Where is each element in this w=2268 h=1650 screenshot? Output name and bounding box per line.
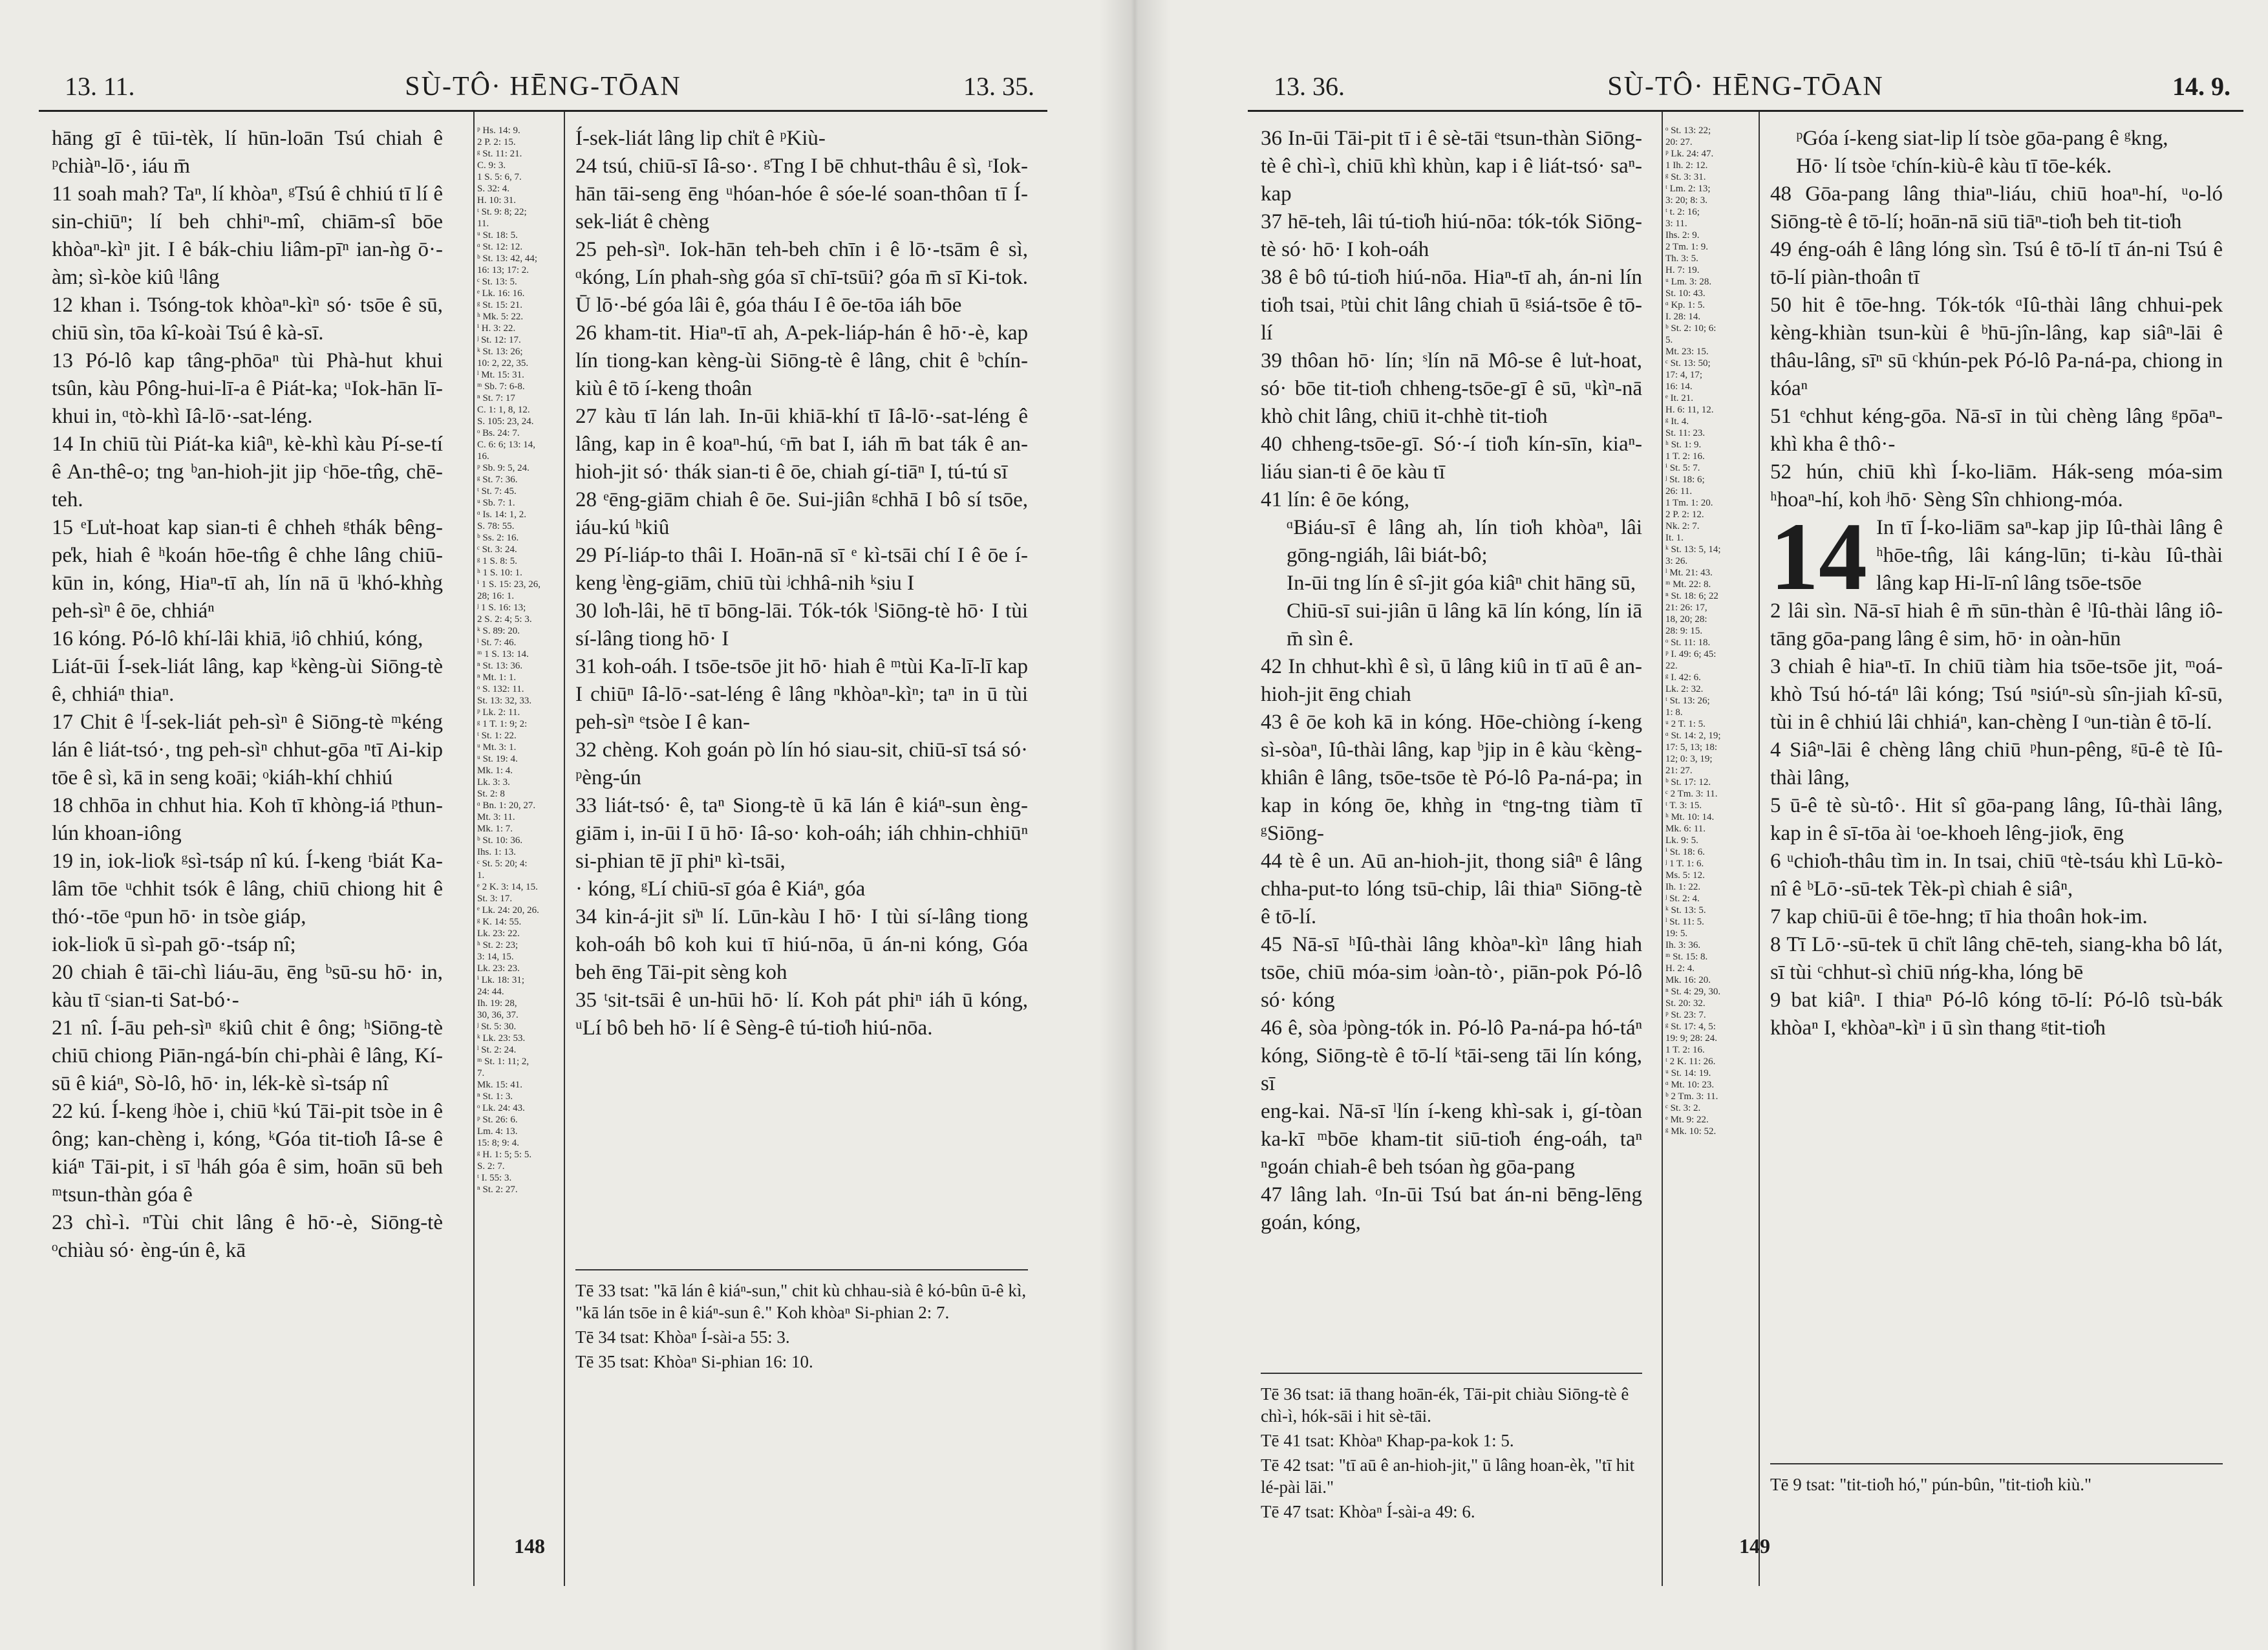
cross-reference: 3: 20; 8: 3. <box>1665 195 1708 206</box>
verse-line: 34 kin-á-jit si̍ⁿ lí. Lūn-kàu I hō· I tùi sí-lâng tiong koh-oáh bô koh kui tī hiú-nōa, ū án-ni kóng, Góa beh ēng Tāi-pit sèng koh <box>575 905 1028 984</box>
cross-reference: Lk. 9: 5. <box>1665 835 1698 846</box>
cross-reference: ⁱ Lk. 18: 31; <box>477 975 525 985</box>
footnote: Tē 34 tsat: Khòaⁿ Í-sài-a 55: 3. <box>575 1327 790 1347</box>
verse-line: 23 chì-ì. ⁿTùi chit lâng ê hō·-è, Siōng-tè ᵒchiàu só· èng-ún ê, kā <box>52 1211 443 1262</box>
cross-reference: 16: 14. <box>1665 381 1693 392</box>
cross-reference: C. 1: 1, 8, 12. <box>477 405 530 415</box>
quote-line: ᵖGóa í-keng siat-lip lí tsòe gōa-pang ê ᵍkng, <box>1796 127 2168 150</box>
cross-reference: 7. <box>477 1068 485 1078</box>
cross-reference: ᵏ St. 13: 5, 14; <box>1665 544 1721 555</box>
verse-line: 6 ᵘchio̍h-thâu tìm in. In tsai, chiū ᵅtè-tsáu khì Lū-kò-nî ê ᵇLō·-sū-tek Tèk-pì chiah ê siâⁿ, <box>1770 850 2223 901</box>
cross-reference: ᵇ St. 2: 10; 6: <box>1665 323 1717 334</box>
cross-reference: ᵒ S. 132: 11. <box>477 684 524 694</box>
cross-reference: It. 1. <box>1665 533 1684 543</box>
verse-line: hāng gī ê tūi-tèk, lí hūn-loān Tsú chiah ê ᵖchiàⁿ-lō·, iáu m̄ <box>52 127 443 178</box>
cross-reference: Nk. 2: 7. <box>1665 521 1700 531</box>
cross-reference: 10: 2, 22, 35. <box>477 358 529 369</box>
page-number: 149 <box>1739 1534 1770 1558</box>
cross-reference: ᵗ Lm. 2: 13; <box>1665 184 1711 194</box>
cross-reference: ᵘ St. 14: 19. <box>1665 1068 1711 1078</box>
verse-line: 40 chheng-tsōe-gī. Só·-í tio̍h kín-sīn, kiaⁿ-liáu sian-ti ê ōe kàu tī <box>1261 433 1642 484</box>
cross-reference: ᵖ St. 23: 7. <box>1665 1010 1706 1020</box>
cross-reference: ᵘ 2 T. 1: 5. <box>1665 719 1706 729</box>
cross-reference: ʲ St. 12: 17. <box>477 335 521 345</box>
verse-line: 49 éng-oáh ê lâng lóng sìn. Tsú ê tō-lí tī án-ni Tsú ê tō-lí piàn-thoân tī <box>1770 238 2223 289</box>
cross-reference: ˡ St. 11: 5. <box>1665 917 1704 927</box>
verse-line: 11 soah mah? Taⁿ, lí khòaⁿ, ᵍTsú ê chhiú tī lí ê sin-chiūⁿ; lí beh chhiⁿ-mî, chiām-sî bōe khòaⁿ-kìⁿ jit. I ê bák-chiu liâm-pīⁿ ian-ǹg ō·-àm; sì-kòe kiû ˡlâng <box>52 182 443 289</box>
cross-reference: ⁱ St. 18: 6. <box>1665 847 1705 857</box>
cross-reference: 19: 5. <box>1665 928 1688 939</box>
header-verse-end: 13. 35. <box>963 72 1034 101</box>
right-footnotes <box>1261 1373 1642 1532</box>
cross-reference: ᵗ St. 13: 26; <box>1665 696 1710 706</box>
cross-reference: ᵇ Ss. 2: 16. <box>477 533 519 543</box>
verse-line: 50 hit ê tōe-hng. Tók-tók ᵅIû-thài lâng chhui-pek kèng-khiàn tsun-kùi ê ᵇhū-jîn-lâng, kap siâⁿ-lāi ê thâu-lâng, sīⁿ sū ᶜkhún-pek Pó-lô Pa-ná-pa, chiong in kóaⁿ <box>1770 294 2223 400</box>
cross-reference: ⁿ Mt. 1: 1. <box>477 672 517 683</box>
chapter-opening <box>1770 503 2223 610</box>
cross-reference: ᵏ St. 13: 5. <box>1665 905 1706 916</box>
right-page <box>1248 52 2243 1629</box>
cross-reference: ᵗ 2 K. 11: 26. <box>1665 1056 1716 1067</box>
cross-reference: Ihs. 1: 13. <box>477 847 516 857</box>
verse-line: 42 In chhut-khì ê sì, ū lâng kiû in tī aū ê an-hioh-jit ēng chiah <box>1261 655 1642 706</box>
cross-reference: ᵉ Lk. 16: 16. <box>477 288 525 299</box>
cross-reference: ᵗ I. 55: 3. <box>477 1173 512 1183</box>
header-title: SÙ-TÔ· HĒNG-TŌAN <box>1607 72 1884 102</box>
cross-reference: ⁱ St. 5: 7. <box>1665 463 1700 473</box>
cross-reference: Mk. 6: 11. <box>1665 824 1706 834</box>
header-title: SÙ-TÔ· HĒNG-TŌAN <box>405 72 681 102</box>
cross-reference: ᵐ Sb. 7: 6-8. <box>477 381 525 392</box>
cross-reference: Lk. 23: 23. <box>477 963 520 974</box>
cross-reference: ᵘ St. 19: 4. <box>477 754 518 764</box>
cross-reference: S. 32: 4. <box>477 184 510 194</box>
cross-reference: ᵗ St. 9: 8; 22; <box>477 207 527 217</box>
verse-line: 15 ᵉLu̍t-hoat kap sian-ti ê chheh ᵍthák bêng-pe̍k, hiah ê ʰkoán hōe-tn̂g ê chhe lâng chiū-kūn in, kóng, Hiaⁿ-tī ah, lín nā ū ˡkhó-khǹg peh-sìⁿ ê ōe, chhiáⁿ <box>52 516 443 623</box>
cross-reference: 22. <box>1665 661 1678 671</box>
cross-reference: ᵅ Kp. 1: 5. <box>1665 300 1705 310</box>
cross-reference: ᵒ St. 11: 18. <box>1665 638 1711 648</box>
verse-line: 18 chhōa in chhut hia. Koh tī khòng-iá ᵖthun-lún khoan-iông <box>52 794 443 845</box>
verse-line: 45 Nā-sī ʰIû-thài lâng khòaⁿ-kìⁿ lâng hiah tsōe, chiū móa-sim ʲoàn-tò·, piān-pok Pó-lô só· kóng <box>1261 933 1642 1012</box>
cross-reference: ʲ St. 2: 4. <box>1665 894 1700 904</box>
cross-reference: ʰ Mt. 10: 14. <box>1665 812 1715 822</box>
cross-reference: ᵒ St. 13: 22; <box>1665 125 1711 136</box>
cross-reference: St. 13: 32, 33. <box>477 696 532 706</box>
cross-reference: ᵉ Lk. 24: 20, 26. <box>477 905 539 916</box>
cross-reference: 17: 4, 17; <box>1665 370 1703 380</box>
left-page-header <box>39 52 1047 112</box>
cross-reference: ᵅ St. 12: 12. <box>477 242 523 252</box>
cross-reference: Mt. 23: 15. <box>1665 347 1709 357</box>
cross-reference: ᵘ Sb. 7: 1. <box>477 498 515 508</box>
cross-reference: ᵖ Lk. 2: 11. <box>477 707 520 718</box>
cross-reference: 1 T. 2: 16. <box>1665 451 1705 462</box>
cross-reference: ⁱ H. 3: 22. <box>477 323 516 334</box>
cross-reference: ˡ St. 7: 46. <box>477 638 517 648</box>
cross-reference: ᵍ St. 3: 31. <box>1665 172 1706 182</box>
left-footnotes <box>575 1269 1028 1525</box>
cross-reference: ᶜ St. 3: 24. <box>477 544 517 555</box>
right-page-header <box>1248 52 2243 112</box>
cross-reference: ᵍ St. 15: 21. <box>477 300 522 310</box>
verse-line: In tī Í-ko-liām saⁿ-kap jip Iû-thài lâng ê ʰhōe-tn̂g, lâi káng-lūn; ti-kàu Iû-thài lâng kap Hi-lī-nî lâng tsōe-tsōe <box>1876 516 2223 595</box>
cross-reference: ⁿ St. 18: 6; 22 <box>1665 591 1718 601</box>
cross-reference: ᵐ 1 S. 13: 14. <box>477 649 529 659</box>
cross-reference: 12; 0: 3, 19; <box>1665 754 1713 764</box>
page-gutter-shadow <box>1099 0 1170 1650</box>
cross-reference: ᵅ Mt. 10: 23. <box>1665 1080 1715 1090</box>
header-verse-end: 14. 9. <box>2172 72 2231 101</box>
cross-reference: ᶜ St. 13: 5. <box>477 277 517 287</box>
verse-line: 2 lâi sìn. Nā-sī hiah ê m̄ sūn-thàn ê ˡIû-thài lâng iô-tāng gōa-pang lâng ê sim, hō· in oàn-hūn <box>1770 599 2223 650</box>
cross-reference: ᵇ St. 10: 36. <box>477 835 523 846</box>
cross-reference: ᵍ St. 17: 4, 5: <box>1665 1022 1716 1032</box>
cross-reference: 28; 16: 1. <box>477 591 515 601</box>
cross-reference: ᵗ St. 7: 45. <box>477 486 517 497</box>
cross-reference: ⁱ 1 S. 15: 23, 26, <box>477 579 541 590</box>
cross-reference: St. 2: 8 <box>477 789 505 799</box>
verse-line: 39 thôan hō· lín; ˢlín nā Mô-se ê lu̍t-hoat, só· bōe tit-tio̍h chheng-tsōe-gī ê sū, ᵘkìⁿ-nā khò chit lâng, chiū it-chhè tit-tio̍h <box>1261 349 1642 428</box>
cross-reference: ᵖ I. 49: 6; 45: <box>1665 649 1717 659</box>
quote-line: Chiū-sī sui-jiân ū lâng kā lín kóng, lín iā m̄ sìn ê. <box>1287 599 1642 650</box>
cross-reference: 19: 9; 28: 24. <box>1665 1033 1718 1044</box>
cross-reference: 1 Tm. 1: 20. <box>1665 498 1713 508</box>
verse-line: 9 bat kiâⁿ. I thiaⁿ Pó-lô kóng tō-lí: Pó-lô tsù-bák khòaⁿ I, ᵉkhòaⁿ-kìⁿ i ū sìn thang ᵍtit-tio̍h <box>1770 989 2223 1040</box>
cross-reference: 30, 36, 37. <box>477 1010 519 1020</box>
chapter-number-dropcap: 14 <box>1770 503 1867 610</box>
cross-reference: S. 78: 55. <box>477 521 515 531</box>
cross-reference: 21: 27. <box>1665 766 1693 776</box>
cross-reference: Lk. 23: 22. <box>477 928 520 939</box>
cross-reference: ᵍ 1 S. 8: 5. <box>477 556 518 566</box>
cross-reference: 1: 8. <box>1665 707 1683 718</box>
verse-line: eng-kai. Nā-sī ˡlín í-keng khì-sak i, gí-tòan ka-kī ᵐbōe kham-tit siū-tio̍h éng-oáh, taⁿ ⁿgoán chiah-ê beh tsóan ǹg gōa-pang <box>1261 1100 1642 1179</box>
cross-reference: Ihs. 2: 9. <box>1665 230 1700 241</box>
cross-reference: ⁿ St. 7: 17 <box>477 393 515 403</box>
verse-line: iok-lio̍k ū sì-pah gō·-tsáp nî; <box>52 933 296 956</box>
footnote: Tē 9 tsat: "tit-tio̍h hó," pún-bûn, "tit-tio̍h kiù." <box>1770 1475 2092 1494</box>
cross-reference: 28: 9: 15. <box>1665 626 1703 636</box>
verse-line: 25 peh-sìⁿ. Iok-hān teh-beh chīn i ê lō·-tsām ê sì, ᵅkóng, Lín phah-sǹg góa sī chī-tsūi? góa m̄ sī Ki-tok. Ū lō·-bé góa lâi ê, góa tháu I ê ōe-tōa iáh bōe <box>575 238 1028 317</box>
cross-reference: ᵅ Is. 14: 1, 2. <box>477 509 526 520</box>
cross-reference: ᵍ I. 42: 6. <box>1665 672 1701 683</box>
cross-reference: ᵖ St. 26: 6. <box>477 1115 518 1125</box>
verse-line: 27 kàu tī lán lah. In-ūi khiā-khí tī Iâ-lō·-sat-léng ê lâng, kap in ê koaⁿ-hú, ᶜm̄ bat I, iáh m̄ bat ták ê an-hioh-jit só· thák sian-ti ê ōe, chiah gí-tiāⁿ I, tú-tú sī <box>575 405 1028 484</box>
cross-reference: ᵇ 2 Tm. 3: 11. <box>1665 1091 1718 1102</box>
cross-reference: ᵐ St. 15: 8. <box>1665 952 1708 962</box>
verse-line: 21 nî. Í-āu peh-sìⁿ ᵍkiû chit ê ông; ʰSiōng-tè chiū chiong Piān-ngá-bín chi-phài ê lâng, Kí-sū ê kiáⁿ, Sò-lô, hō· in, lék-kè sì-tsáp nî <box>52 1016 443 1095</box>
verse-line: 14 In chiū tùi Piát-ka kiâⁿ, kè-khì kàu Pí-se-tí ê An-thê-o; tng ᵇan-hioh-jit jip ᶜhōe-tn̂g, chē-teh. <box>52 433 443 511</box>
cross-reference: Ih. 19: 28, <box>477 998 517 1009</box>
cross-reference: ʲ St. 18: 6; <box>1665 475 1705 485</box>
cross-reference: St. 10: 43. <box>1665 288 1706 299</box>
cross-reference: ᵅ Bn. 1: 20, 27. <box>477 800 536 811</box>
cross-reference: ᵘ Lm. 3: 28. <box>1665 277 1712 287</box>
cross-reference: ᵖ Hs. 14: 9. <box>477 125 520 136</box>
cross-reference: ᵖ Sb. 9: 5, 24. <box>477 463 530 473</box>
verse-line: 35 ᵗsit-tsāi ê un-hūi hō· lí. Koh pát phiⁿ iáh ū kóng, ᵘLí bô beh hō· lí ê Sèng-ê tú-tio̍h hiú-nōa. <box>575 989 1028 1040</box>
cross-reference: Ms. 5: 12. <box>1665 870 1705 881</box>
left-page-columns <box>39 112 1047 1586</box>
cross-reference: ᵗ t. 2: 16; <box>1665 207 1700 217</box>
quote-line: Hō· lí tsòe ʳchín-kiù-ê kàu tī tōe-kék. <box>1796 155 2112 178</box>
cross-reference: 2 P. 2: 12. <box>1665 509 1704 520</box>
cross-reference: St. 3: 17. <box>477 894 513 904</box>
cross-reference: Th. 3: 5. <box>1665 253 1698 264</box>
verse-line: 30 lo̍h-lâi, hē tī bōng-lāi. Tók-tók ˡSiōng-tè hō· I tùi sí-lâng tiong hō· I <box>575 599 1028 650</box>
cross-reference: 2 P. 2: 15. <box>477 137 516 147</box>
cross-reference: ᵐ St. 1: 11; 2, <box>477 1056 530 1067</box>
cross-reference: 1 Ih. 2: 12. <box>1665 160 1708 171</box>
footnote: Tē 42 tsat: "tī aū ê an-hioh-jit," ū lâng hoan-èk, "tī hit lé-pài lāi." <box>1261 1455 1635 1497</box>
column-rule <box>473 112 475 1586</box>
cross-reference: ᵖ Lk. 24: 47. <box>1665 149 1714 159</box>
cross-reference: S. 2: 7. <box>477 1161 505 1172</box>
cross-reference: ʲ 1 T. 1: 6. <box>1665 859 1704 869</box>
cross-reference: ᵗ T. 3: 15. <box>1665 800 1702 811</box>
cross-reference: Lm. 4: 13. <box>477 1126 518 1137</box>
cross-reference: 5. <box>1665 335 1673 345</box>
cross-reference: Mk. 1: 7. <box>477 824 513 834</box>
cross-reference: ᵏ S. 89: 20. <box>477 626 520 636</box>
verse-line: 48 Gōa-pang lâng thiaⁿ-liáu, chiū hoaⁿ-hí, ᵘo-ló Siōng-tè ê tō-lí; hoān-nā siū tiāⁿ-tio̍h beh tit-tio̍h <box>1770 182 2223 233</box>
cross-reference: ᵉ Mt. 9: 22. <box>1665 1115 1709 1125</box>
right-cross-references-1 <box>1665 125 1756 1515</box>
footnote: Tē 36 tsat: iā thang hoān-ék, Tāi-pit chiàu Siōng-tè ê chì-ì, hók-sāi i hit sè-tāi. <box>1261 1384 1629 1426</box>
cross-reference: ᶜ St. 5: 20; 4: <box>477 859 528 869</box>
cross-reference: Mk. 16: 20. <box>1665 975 1711 985</box>
verse-line: 37 hē-teh, lâi tú-tio̍h hiú-nōa: tók-tók Siōng-tè só· hō· I koh-oáh <box>1261 210 1642 261</box>
verse-line: 4 Siâⁿ-lāi ê chèng lâng chiū ᵖhun-pêng, ᵍū-ê tè Iû-thài lâng, <box>1770 738 2223 789</box>
footnote: Tē 33 tsat: "kā lán ê kiáⁿ-sun," chit kù chhau-sià ê kó-bûn ū-ê kì, "kā lán tsōe in ê kiáⁿ-sun ê." Koh khòaⁿ Si-phian 2: 7. <box>575 1281 1027 1322</box>
verse-line: 41 lín: ê ōe kóng, <box>1261 488 1410 511</box>
cross-reference: 18, 20; 28: <box>1665 614 1707 625</box>
verse-line: 8 Tī Lō·-sū-tek ū chi̍t lâng chē-teh, siang-kha bô lát, sī tùi ᶜchhut-sì chiū nńg-kha, lóng bē <box>1770 933 2223 984</box>
header-verse-start: 13. 36. <box>1274 72 1345 101</box>
right-footnotes-2 <box>1770 1463 2223 1532</box>
verse-line: 20 chiah ê tāi-chì liáu-āu, ēng ᵇsū-su hō· in, kàu tī ᶜsian-ti Sat-bó·- <box>52 961 443 1012</box>
cross-reference: 1 T. 2: 16. <box>1665 1045 1705 1055</box>
cross-reference: ᵉ It. 21. <box>1665 393 1694 403</box>
header-verse-start: 13. 11. <box>65 72 135 101</box>
cross-reference: Ih. 3: 36. <box>1665 940 1701 950</box>
cross-reference: ᵏ Lk. 23: 53. <box>477 1033 526 1044</box>
cross-reference: Lk. 2: 32. <box>1665 684 1704 694</box>
page-number: 148 <box>514 1534 545 1558</box>
cross-reference: Mk. 1: 4. <box>477 766 513 776</box>
verse-line: 19 in, iok-lio̍k ᵍsì-tsáp nî kú. Í-keng ʳbiát Ka-lâm tōe ᵘchhit tsók ê lâng, chiū chiong hit ê thó·-tōe ᵅpun hō· in tsòe giáp, <box>52 850 443 928</box>
cross-reference: ᵉ 2 K. 3: 14, 15. <box>477 882 538 892</box>
cross-reference: ᵗ St. 1: 22. <box>477 731 517 741</box>
verse-line: 17 Chit ê ˡÍ-sek-liát peh-sìⁿ ê Siōng-tè ᵐkéng lán ê liát-tsó·, tng peh-sìⁿ chhut-gōa ⁿtī Ai-kip tōe ê sì, kā in seng koāi; ᵒkiáh-khí chhiú <box>52 711 443 789</box>
cross-reference: 15: 8; 9: 4. <box>477 1138 520 1148</box>
cross-reference: ᵘ St. 18: 5. <box>477 230 518 241</box>
verse-line: 46 ê, sòa ʲpòng-tók in. Pó-lô Pa-ná-pa hó-táⁿ kóng, Siōng-tè ê tō-lí ᵏtāi-seng tāi lín kóng, sī <box>1261 1016 1642 1095</box>
quote-line: ᵅBiáu-sī ê lâng ah, lín tio̍h khòaⁿ, lâi gōng-ngiáh, lâi biát-bô; <box>1287 516 1642 567</box>
cross-reference: ᵒ Bs. 24: 7. <box>477 428 520 438</box>
verse-line: 51 ᵉchhut kéng-gōa. Nā-sī in tùi chèng lâng ᵍpōaⁿ-khì kha ê thô·- <box>1770 405 2223 456</box>
cross-reference: C. 6: 6; 13: 14, <box>477 440 536 450</box>
cross-reference: ʲ St. 5: 30. <box>477 1022 517 1032</box>
cross-reference: St. 20: 32. <box>1665 998 1706 1009</box>
cross-reference: ˡ St. 2: 24. <box>477 1045 517 1055</box>
verse-line: 5 ū-ê tè sù-tô·. Hit sî gōa-pang lâng, Iû-thài lâng, kap in ê sī-tōa ài ᵗoe-khoeh lêng-jio̍k, ēng <box>1770 794 2223 845</box>
cross-reference: ᵒ Lk. 24: 43. <box>477 1103 525 1113</box>
verse-line: Í-sek-liát lâng lip chi̍t ê ᵖKiù- <box>575 127 826 150</box>
cross-reference: S. 105: 23, 24. <box>477 416 534 427</box>
verse-line: 28 ᵉēng-giām chiah ê ōe. Sui-jiân ᵍchhā I bô sí tsōe, iáu-kú ʰkiû <box>575 488 1028 539</box>
verse-line: Liát-ūi Í-sek-liát lâng, kap ᵏkèng-ùi Siōng-tè ê, chhiáⁿ thiaⁿ. <box>52 655 443 706</box>
verse-line: 31 koh-oáh. I tsōe-tsōe jit hō· hiah ê ᵐtùi Ka-lī-lī kap I chiūⁿ Iâ-lō·-sat-léng ê lâng ⁿkhòaⁿ-kìⁿ; taⁿ in ū tùi peh-sìⁿ ᵉtsòe I ê kan- <box>575 655 1028 734</box>
cross-reference: H. 7: 19. <box>1665 265 1700 275</box>
cross-reference: 20: 27. <box>1665 137 1693 147</box>
cross-reference: Mk. 15: 41. <box>477 1080 523 1090</box>
cross-reference: ⁿ St. 1: 3. <box>477 1091 513 1102</box>
cross-reference: 26: 11. <box>1665 486 1693 497</box>
cross-reference: 1. <box>477 870 485 881</box>
cross-reference: ᵅ St. 14: 2, 19; <box>1665 731 1721 741</box>
right-page-columns <box>1248 112 2243 1586</box>
verse-line: 12 khan i. Tsóng-tok khòaⁿ-kìⁿ só· tsōe ê sū, chiū sìn, tōa kî-koài Tsú ê kà-sī. <box>52 294 443 345</box>
cross-reference: H. 10: 31. <box>477 195 516 206</box>
cross-reference: ʰ Mk. 5: 22. <box>477 312 524 322</box>
cross-reference: ᵍ H. 1: 5; 5: 5. <box>477 1150 532 1160</box>
cross-reference: 16. <box>477 451 489 462</box>
column-rule <box>564 112 565 1586</box>
cross-reference: 16: 13; 17: 2. <box>477 265 530 275</box>
cross-reference: ᶜ St. 13: 50; <box>1665 358 1711 369</box>
verse-line: 7 kap chiū-ūi ê tōe-hng; tī hia thoân hok-im. <box>1770 905 2148 928</box>
quote-line: In-ūi tng lín ê sî-jit góa kiâⁿ chit hāng sū, <box>1287 572 1636 595</box>
verse-line: 26 kham-tit. Hiaⁿ-tī ah, A-pek-liáp-hán ê hō·-è, kap lín tiong-kan kèng-ùi Siōng-tè ê lâng, chit ê ᵇchín-kiù ê tō í-keng thoân <box>575 321 1028 400</box>
cross-reference: ᵏ St. 13: 26; <box>477 347 523 357</box>
cross-reference: ᵍ 1 T. 1: 9; 2: <box>477 719 528 729</box>
cross-reference: 24: 44. <box>477 987 504 997</box>
verse-line: 22 kú. Í-keng ʲhòe i, chiū ᵏkú Tāi-pit tsòe in ê ông; kan-chèng i, kóng, ᵏGóa tit-tio̍h Iâ-se ê kiáⁿ Tāi-pit, i sī ˡháh góa ê sim, hoān sū beh ᵐtsun-thàn góa ê <box>52 1100 443 1206</box>
column-rule <box>1662 112 1663 1586</box>
verse-line: 33 liát-tsó· ê, taⁿ Siong-tè ū kā lán ê kiáⁿ-sun èng-giām i, in-ūi I ū hō· Iâ-so· koh-oáh; iáh chhin-chhiūⁿ si-phian tē jī phiⁿ kì-tsāi, <box>575 794 1028 873</box>
cross-reference: ⁿ St. 4: 29, 30. <box>1665 987 1721 997</box>
cross-reference: ᵍ St. 11: 21. <box>477 149 522 159</box>
cross-reference: ᵐ Mt. 22: 8. <box>1665 579 1711 590</box>
cross-reference: 21: 26: 17, <box>1665 603 1707 613</box>
verse-line: 13 Pó-lô kap tâng-phōaⁿ tùi Phà-hut khui tsûn, kàu Pông-hui-lī-a ê Piát-ka; ᵘIok-hān lī-khui in, ᵅtò-khì Iâ-lō·-sat-léng. <box>52 349 443 428</box>
verse-line: 43 ê ōe koh kā in kóng. Hōe-chiòng í-keng sì-sòaⁿ, Iû-thài lâng, kap ᵇjip in ê kàu ᶜkèng-khiân ê lâng, tsōe-tsōe tè Pó-lô Pa-ná-pa; in kap in kóng ōe, khǹg in ᵉtng-tng tiàm tī ᵍSiōng- <box>1261 711 1642 845</box>
verse-line: 38 ê bô tú-tio̍h hiú-nōa. Hiaⁿ-tī ah, án-ni lín tio̍h tsai, ᵖtùi chit lâng chiah ū ᵍsiá-tsōe ê tō-lí <box>1261 266 1642 345</box>
cross-reference: ˡ Mt. 15: 31. <box>477 370 524 380</box>
cross-reference: I. 28: 14. <box>1665 312 1701 322</box>
cross-reference: Ih. 1: 22. <box>1665 882 1701 892</box>
cross-reference: ᶜ St. 3: 2. <box>1665 1103 1701 1113</box>
footnote: Tē 47 tsat: Khòaⁿ Í-sài-a 49: 6. <box>1261 1502 1475 1521</box>
cross-reference: Lk. 3: 3. <box>477 777 510 788</box>
verse-line: 44 tè ê un. Aū an-hioh-jit, thong siâⁿ ê lâng chha-put-to lóng tsū-chip, lâi thiaⁿ Siōng-tè ê tō-lí. <box>1261 850 1642 928</box>
cross-reference: 3: 26. <box>1665 556 1688 566</box>
cross-reference: ᵍ K. 14: 55. <box>477 917 522 927</box>
verse-line: 47 lâng lah. ᵒIn-ūi Tsú bat án-ni bēng-lēng goán, kóng, <box>1261 1183 1642 1234</box>
cross-reference: ᵘ Mt. 3: 1. <box>477 742 517 753</box>
cross-reference: 1 S. 5: 6, 7. <box>477 172 522 182</box>
cross-reference: ᶜ 2 Tm. 3: 11. <box>1665 789 1718 799</box>
cross-reference: 2 Tm. 1: 9. <box>1665 242 1708 252</box>
cross-reference: H. 6: 11, 12. <box>1665 405 1714 415</box>
left-cross-references-1 <box>477 125 561 1515</box>
left-page <box>39 52 1047 1629</box>
cross-reference: 3: 11. <box>1665 219 1687 229</box>
cross-reference: 3: 14, 15. <box>477 952 514 962</box>
cross-reference: ⁿ St. 13: 36. <box>477 661 523 671</box>
verse-line: 32 chèng. Koh goán pò lín hó siau-sit, chiū-sī tsá só· ᵖèng-ún <box>575 738 1028 789</box>
cross-reference: ᵍ It. 4. <box>1665 416 1689 427</box>
footnote: Tē 35 tsat: Khòaⁿ Si-phian 16: 10. <box>575 1352 813 1371</box>
cross-reference: ᵇ St. 13: 42, 44; <box>477 253 537 264</box>
cross-reference: ᵍ St. 7: 36. <box>477 475 518 485</box>
verse-line: 16 kóng. Pó-lô khí-lâi khiā, ʲiô chhiú, kóng, <box>52 627 423 650</box>
cross-reference: ᵍ Mk. 10: 52. <box>1665 1126 1717 1137</box>
cross-reference: ʰ 1 S. 10: 1. <box>477 568 522 578</box>
verse-line: 29 Pí-liáp-to thâi I. Hoān-nā sī ᵉ kì-tsāi chí I ê ōe í-keng ˡèng-giām, chiū tùi ʲchhâ-nih ᵏsiu I <box>575 544 1028 595</box>
verse-line: 24 tsú, chiū-sī Iâ-so·. ᵍTng I bē chhut-thâu ê sì, ʳIok-hān tāi-seng ēng ᵘhóan-hóe ê sóe-lé soan-thôan tī Í-sek-liát ê chèng <box>575 155 1028 233</box>
left-text-column-1 <box>52 125 443 1515</box>
cross-reference: ⁿ St. 2: 27. <box>477 1184 518 1195</box>
cross-reference: ᵇ St. 17: 12. <box>1665 777 1711 788</box>
cross-reference: C. 9: 3. <box>477 160 506 171</box>
cross-reference: 11. <box>477 219 489 229</box>
cross-reference: 17: 5, 13; 18: <box>1665 742 1718 753</box>
cross-reference: St. 11: 23. <box>1665 428 1706 438</box>
footnote: Tē 41 tsat: Khòaⁿ Khap-pa-kok 1: 5. <box>1261 1431 1514 1450</box>
cross-reference: ˡ Mt. 21: 43. <box>1665 568 1713 578</box>
cross-reference: Mt. 3: 11. <box>477 812 515 822</box>
left-text-column-2 <box>575 125 1028 1237</box>
cross-reference: ʰ St. 2: 23; <box>477 940 519 950</box>
verse-line: 36 In-ūi Tāi-pit tī i ê sè-tāi ᵉtsun-thàn Siōng-tè ê chì-ì, chiū khì khùn, kap i ê liát-tsó· saⁿ-kap <box>1261 127 1642 206</box>
cross-reference: ʲ 1 S. 16: 13; <box>477 603 526 613</box>
cross-reference: H. 2: 4. <box>1665 963 1695 974</box>
right-text-column-1 <box>1261 125 1642 1360</box>
verse-line: 3 chiah ê hiaⁿ-tī. In chiū tiàm hia tsōe-tsōe jit, ᵐoá-khò Tsú hó-táⁿ lâi kóng; Tsú ⁿsiúⁿ-sù sîn-jiah kî-sū, tùi in ê chhiú lâi chhiáⁿ, kan-chèng I ᵒun-tiàn ê tō-lí. <box>1770 655 2223 734</box>
verse-line: · kóng, ᵍLí chiū-sī góa ê Kiáⁿ, góa <box>575 877 866 901</box>
right-text-column-2 <box>1770 125 2223 1457</box>
cross-reference: 2 S. 2: 4; 5: 3. <box>477 614 532 625</box>
cross-reference: ʰ St. 1: 9. <box>1665 440 1702 450</box>
verse-line: 52 hún, chiū khì Í-ko-liām. Hák-seng móa-sim ʰhoaⁿ-hí, koh ʲhō· Sèng Sîn chhiong-móa. <box>1770 460 2223 511</box>
column-rule <box>1759 112 1760 1586</box>
